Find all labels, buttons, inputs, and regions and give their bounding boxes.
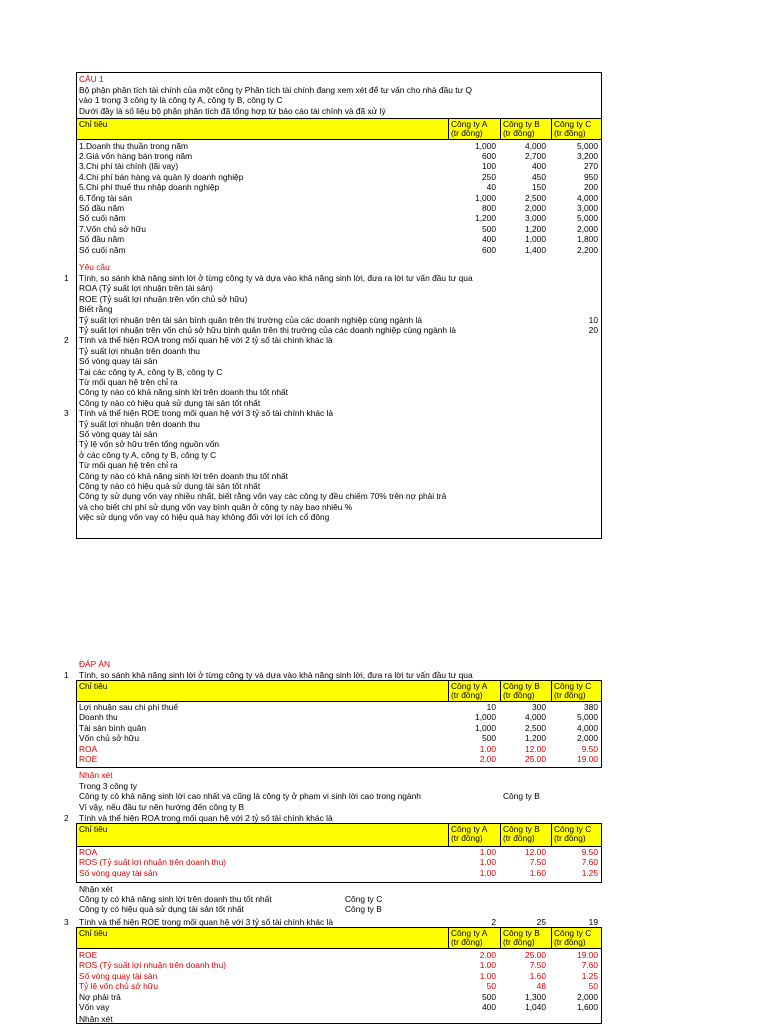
requirement-line: ROA (Tỷ suất lợi nhuận trên tài sản) xyxy=(79,283,213,294)
answer-value-a: 2.00 xyxy=(479,950,496,960)
answer-value-b: 1.60 xyxy=(529,867,546,878)
header-company-cell: Công ty C (tr đồng) xyxy=(551,681,603,701)
answer-value-c: 1.25 xyxy=(581,970,598,981)
answer-value-c: 4,000 xyxy=(577,722,598,733)
answer-q3-value-c: 19 xyxy=(588,917,598,927)
answer-q2-line: Tính và thể hiện ROA trong mối quan hệ với 2 tỷ số tài chính khác là xyxy=(79,813,333,823)
comment-heading: Nhận xét xyxy=(79,770,113,780)
header-company-cell: Công ty B (tr đồng) xyxy=(500,928,603,948)
header-company-cell: Công ty C (tr đồng) xyxy=(551,928,603,948)
data-value-c: 2,200 xyxy=(577,244,598,255)
data-row-label: Số đầu năm xyxy=(79,202,125,213)
answer-value-a: 500 xyxy=(482,991,496,1002)
requirement-line: Tỷ lệ vốn sở hữu trên tổng nguồn vốn xyxy=(79,439,220,450)
requirement-value: 20 xyxy=(588,325,598,335)
comment-answer: Công ty B xyxy=(503,791,540,802)
answer-q3-value-a: 2 xyxy=(491,917,496,927)
answer-q3-line: Tính và thể hiện ROE trong mối quan hệ với 3 tỷ số tài chính khác là xyxy=(79,917,334,927)
answer-value-b: 25.00 xyxy=(525,754,546,764)
data-value-a: 250 xyxy=(482,171,496,182)
data-value-b: 4,000 xyxy=(525,140,546,151)
header-company-cell: Công ty A (tr đồng) xyxy=(448,928,551,948)
comment-line: Vì vậy, nếu đầu tư nên hướng đến công ty B xyxy=(79,801,245,812)
question-number: 3 xyxy=(64,917,69,927)
data-row-label: Số cuối năm xyxy=(79,244,126,255)
answer-value-a: 1,000 xyxy=(475,712,496,723)
answer-row-label: Tỷ lệ vốn chủ sở hữu xyxy=(79,981,159,992)
header-label-cell: Chỉ tiêu xyxy=(79,824,108,834)
answer-value-a: 1.00 xyxy=(479,970,496,981)
comment-line: Công ty có khả năng sinh lời cao nhất và cũng là công ty ở phạm vi sinh lời cao trong ngành xyxy=(79,791,421,802)
data-value-c: 3,000 xyxy=(577,202,598,213)
requirement-line: Công ty nào có hiệu quả sử dụng tài sản tốt nhất xyxy=(79,397,261,408)
requirement-line: Công ty sử dụng vốn vay nhiều nhất, biết rằng vốn vay các công ty đều chiếm 70% trên nợ phải trả xyxy=(79,491,447,502)
answer-value-c: 2,000 xyxy=(577,991,598,1002)
comment-line: Trong 3 công ty xyxy=(79,781,137,791)
data-value-b: 150 xyxy=(532,182,546,193)
data-value-c: 270 xyxy=(584,161,598,172)
requirement-line: Từ mối quan hệ trên chỉ ra xyxy=(79,377,178,387)
answer-row-label: ROS (Tỷ suất lợi nhuận trên doanh thu) xyxy=(79,960,227,971)
answer-value-b: 12.00 xyxy=(525,847,546,857)
header-company-cell: Công ty B (tr đồng) xyxy=(500,681,603,701)
data-row-label: Số cuối năm xyxy=(79,213,126,224)
answer-row-label: ROS (Tỷ suất lợi nhuận trên doanh thu) xyxy=(79,857,227,868)
requirements-heading: Yêu cầu xyxy=(79,262,110,272)
data-value-c: 5,000 xyxy=(577,213,598,224)
header-label-cell: Chỉ tiêu xyxy=(79,681,108,691)
data-value-a: 40 xyxy=(486,182,496,193)
data-table-header xyxy=(76,118,602,140)
requirement-line: Công ty nào có khả năng sinh lời trên doanh thu tốt nhất xyxy=(79,470,288,481)
answer-row-label: ROA xyxy=(79,847,98,857)
data-value-b: 1,000 xyxy=(525,234,546,245)
answer-value-c: 7.60 xyxy=(581,857,598,868)
comment-heading: Nhận xét xyxy=(79,884,113,894)
answer-value-c: 2,000 xyxy=(577,733,598,744)
answer-value-b: 2,500 xyxy=(525,722,546,733)
requirement-value: 10 xyxy=(588,314,598,325)
question-number: 1 xyxy=(64,273,69,283)
requirement-line: Số vòng quay tài sản xyxy=(79,356,158,367)
data-row-label: 4.Chi phí bán hàng và quản lý doanh nghiệp xyxy=(79,171,244,182)
answer-value-a: 400 xyxy=(482,1002,496,1012)
answer-row-label: Vốn chủ sở hữu xyxy=(79,733,139,744)
header-company-cell: Công ty A (tr đồng) xyxy=(448,824,551,846)
data-value-c: 1,800 xyxy=(577,234,598,245)
answer-q1-line: Tính, so sánh khả năng sinh lời ở từng công ty và dựa vào khả năng sinh lời, đưa ra lời tư vấn đầu tư qua xyxy=(79,670,473,680)
answer-title: ĐÁP ÁN xyxy=(79,659,111,669)
answer-value-b: 4,000 xyxy=(525,712,546,723)
data-value-c: 3,200 xyxy=(577,150,598,161)
answer-row-label: ROA xyxy=(79,743,98,754)
answer-value-a: 2.00 xyxy=(479,754,496,764)
data-value-b: 1,200 xyxy=(525,223,546,234)
requirement-line: việc sử dụng vốn vay có hiệu quả hay không đối với lợi ích cổ đông xyxy=(79,512,330,523)
data-value-a: 100 xyxy=(482,161,496,172)
data-value-a: 1,000 xyxy=(475,192,496,203)
answer-value-a: 1.00 xyxy=(479,743,496,754)
data-row-label: Số đầu năm xyxy=(79,234,125,245)
answer-row-label: Số vòng quay tài sản xyxy=(79,970,158,981)
question-number: 2 xyxy=(64,335,69,346)
comment-answer: Công ty C xyxy=(345,894,383,904)
answer-row-label: ROE xyxy=(79,950,98,960)
data-value-b: 400 xyxy=(532,161,546,172)
answer-value-b: 1.60 xyxy=(529,970,546,981)
requirement-line: Tỷ suất lợi nhuận trên doanh thu xyxy=(79,345,200,356)
answer-value-c: 19.00 xyxy=(577,950,598,960)
requirement-line: Tỷ suất lợi nhuận trên tài sản bình quân trên thị trường của các doanh nghiệp cùng ngành là xyxy=(79,314,422,325)
requirement-line: Từ mối quan hệ trên chỉ ra xyxy=(79,460,178,471)
data-value-b: 2,500 xyxy=(525,192,546,203)
data-value-c: 950 xyxy=(584,171,598,182)
requirement-line: Tỷ suất lợi nhuận trên vốn chủ sở hữu bình quân trên thị trường của các doanh nghiệp cùng ngành là xyxy=(79,325,456,335)
answer-row-label: Số vòng quay tài sản xyxy=(79,867,158,878)
answer-value-c: 7.60 xyxy=(581,960,598,971)
answer-value-b: 25.00 xyxy=(525,950,546,960)
answer-value-a: 1.00 xyxy=(479,847,496,857)
data-value-b: 3,000 xyxy=(525,213,546,224)
data-row-label: 1.Doanh thu thuần trong năm xyxy=(79,140,188,151)
requirement-line: Tính và thể hiện ROA trong mối quan hệ với 2 tỷ số tài chính khác là xyxy=(79,335,333,346)
data-row-label: 2.Giá vốn hàng bán trong năm xyxy=(79,150,193,161)
answer-value-c: 1,600 xyxy=(577,1002,598,1012)
requirement-line: ở các công ty A, công ty B, công ty C xyxy=(79,449,217,460)
data-value-a: 800 xyxy=(482,202,496,213)
answer-value-a: 500 xyxy=(482,733,496,744)
answer-value-a: 1,000 xyxy=(475,722,496,733)
data-value-b: 1,400 xyxy=(525,244,546,255)
answer-value-a: 1.00 xyxy=(479,867,496,878)
answer-value-b: 7.50 xyxy=(529,857,546,868)
question-number: 2 xyxy=(64,813,69,823)
answer-value-b: 1,200 xyxy=(525,733,546,744)
data-row-label: 3.Chi phí tài chính (lãi vay) xyxy=(79,161,179,172)
answer-value-b: 48 xyxy=(536,981,546,992)
question-number: 3 xyxy=(64,408,69,419)
data-value-a: 600 xyxy=(482,150,496,161)
answer-value-a: 10 xyxy=(486,702,496,712)
requirement-line: ROE (Tỷ suất lợi nhuận trên vốn chủ sở hữu) xyxy=(79,293,248,304)
comment-answer: Công ty B xyxy=(345,904,382,915)
answer-value-c: 5,000 xyxy=(577,712,598,723)
answer-value-c: 50 xyxy=(588,981,598,992)
answer-value-a: 50 xyxy=(486,981,496,992)
answer-value-a: 1.00 xyxy=(479,960,496,971)
answer-value-a: 1.00 xyxy=(479,857,496,868)
header-label-cell: Chỉ tiêu xyxy=(79,119,108,129)
header-company-cell: Công ty B (tr đồng) xyxy=(500,119,603,139)
requirement-line: Tính và thể hiện ROE trong mối quan hệ với 3 tỷ số tài chính khác là xyxy=(79,408,334,419)
data-value-a: 600 xyxy=(482,244,496,255)
intro-line: Bộ phận phân tích tài chính của một công ty Phân tích tài chính đang xem xét để tư vấn cho nhà đầu tư Q xyxy=(79,85,472,95)
header-company-cell: Công ty A (tr đồng) xyxy=(448,681,551,701)
answer-value-c: 9.50 xyxy=(581,743,598,754)
data-value-b: 2,700 xyxy=(525,150,546,161)
data-value-b: 2,000 xyxy=(525,202,546,213)
answer-row-label: Vốn vay xyxy=(79,1002,110,1012)
header-company-cell: Công ty C (tr đồng) xyxy=(551,824,603,846)
requirement-line: Công ty nào có khả năng sinh lời trên doanh thu tốt nhất xyxy=(79,387,288,398)
requirement-line: Tính, so sánh khả năng sinh lời ở từng công ty và dựa vào khả năng sinh lời, đưa ra lời tư vấn đầu tư qua xyxy=(79,273,473,283)
requirement-line: và cho biết chi phí sử dụng vốn vay bình quân ở công ty này bao nhiêu % xyxy=(79,501,353,512)
answer-value-c: 9.50 xyxy=(581,847,598,857)
requirement-line: Tại các công ty A, công ty B, công ty C xyxy=(79,366,223,377)
requirement-line: Biết rằng xyxy=(79,304,113,315)
answer-row-label: Nợ phải trả xyxy=(79,991,121,1002)
data-value-a: 1,000 xyxy=(475,140,496,151)
comment-line: Công ty có hiệu quả sử dụng tài sản tốt nhất xyxy=(79,904,244,915)
data-value-c: 5,000 xyxy=(577,140,598,151)
header-company-cell: Công ty C (tr đồng) xyxy=(551,119,603,139)
data-value-c: 200 xyxy=(584,182,598,193)
question-title: CÂU 1 xyxy=(79,74,104,84)
answer-value-b: 7.50 xyxy=(529,960,546,971)
answer-row-label: Lợi nhuận sau chi phí thuế xyxy=(79,702,179,712)
comment-line: Công ty có khả năng sinh lời trên doanh thu tốt nhất xyxy=(79,894,272,904)
requirement-line: Công ty nào có hiệu quả sử dụng tài sản tốt nhất xyxy=(79,481,261,491)
data-row-label: 7.Vốn chủ sở hữu xyxy=(79,223,146,234)
data-row-label: 5.Chi phí thuế thu nhập doanh nghiệp xyxy=(79,182,220,193)
answer-value-c: 19.00 xyxy=(577,754,598,764)
data-value-b: 450 xyxy=(532,171,546,182)
answer-value-b: 300 xyxy=(532,702,546,712)
intro-line: Dưới đây là số liệu bộ phận phân tích đã tổng hợp từ báo cáo tài chính và đã xử lý xyxy=(79,105,386,116)
intro-line: vào 1 trong 3 công ty là công ty A, công ty B, công ty C xyxy=(79,95,283,106)
answer-value-b: 12.00 xyxy=(525,743,546,754)
header-company-cell: Công ty B (tr đồng) xyxy=(500,824,603,846)
answer-row-label: ROE xyxy=(79,754,98,764)
data-value-a: 500 xyxy=(482,223,496,234)
data-value-a: 1,200 xyxy=(475,213,496,224)
answer-row-label: Doanh thu xyxy=(79,712,118,723)
question-number: 1 xyxy=(64,670,69,680)
answer-value-c: 1.25 xyxy=(581,867,598,878)
header-company-cell: Công ty A (tr đồng) xyxy=(448,119,551,139)
requirement-line: Số vòng quay tài sản xyxy=(79,429,158,439)
answer-value-b: 1,040 xyxy=(525,1002,546,1012)
data-value-c: 2,000 xyxy=(577,223,598,234)
answer-value-c: 380 xyxy=(584,702,598,712)
requirement-line: Tỷ suất lợi nhuận trên doanh thu xyxy=(79,418,200,429)
header-label-cell: Chỉ tiêu xyxy=(79,928,108,938)
data-value-c: 4,000 xyxy=(577,192,598,203)
comment-heading: Nhận xét xyxy=(79,1014,113,1024)
answer-q3-value-b: 25 xyxy=(536,917,546,927)
answer-value-b: 1,300 xyxy=(525,991,546,1002)
data-row-label: 6.Tổng tài sản xyxy=(79,192,133,203)
answer-row-label: Tài sản bình quân xyxy=(79,722,147,733)
data-value-a: 400 xyxy=(482,234,496,245)
